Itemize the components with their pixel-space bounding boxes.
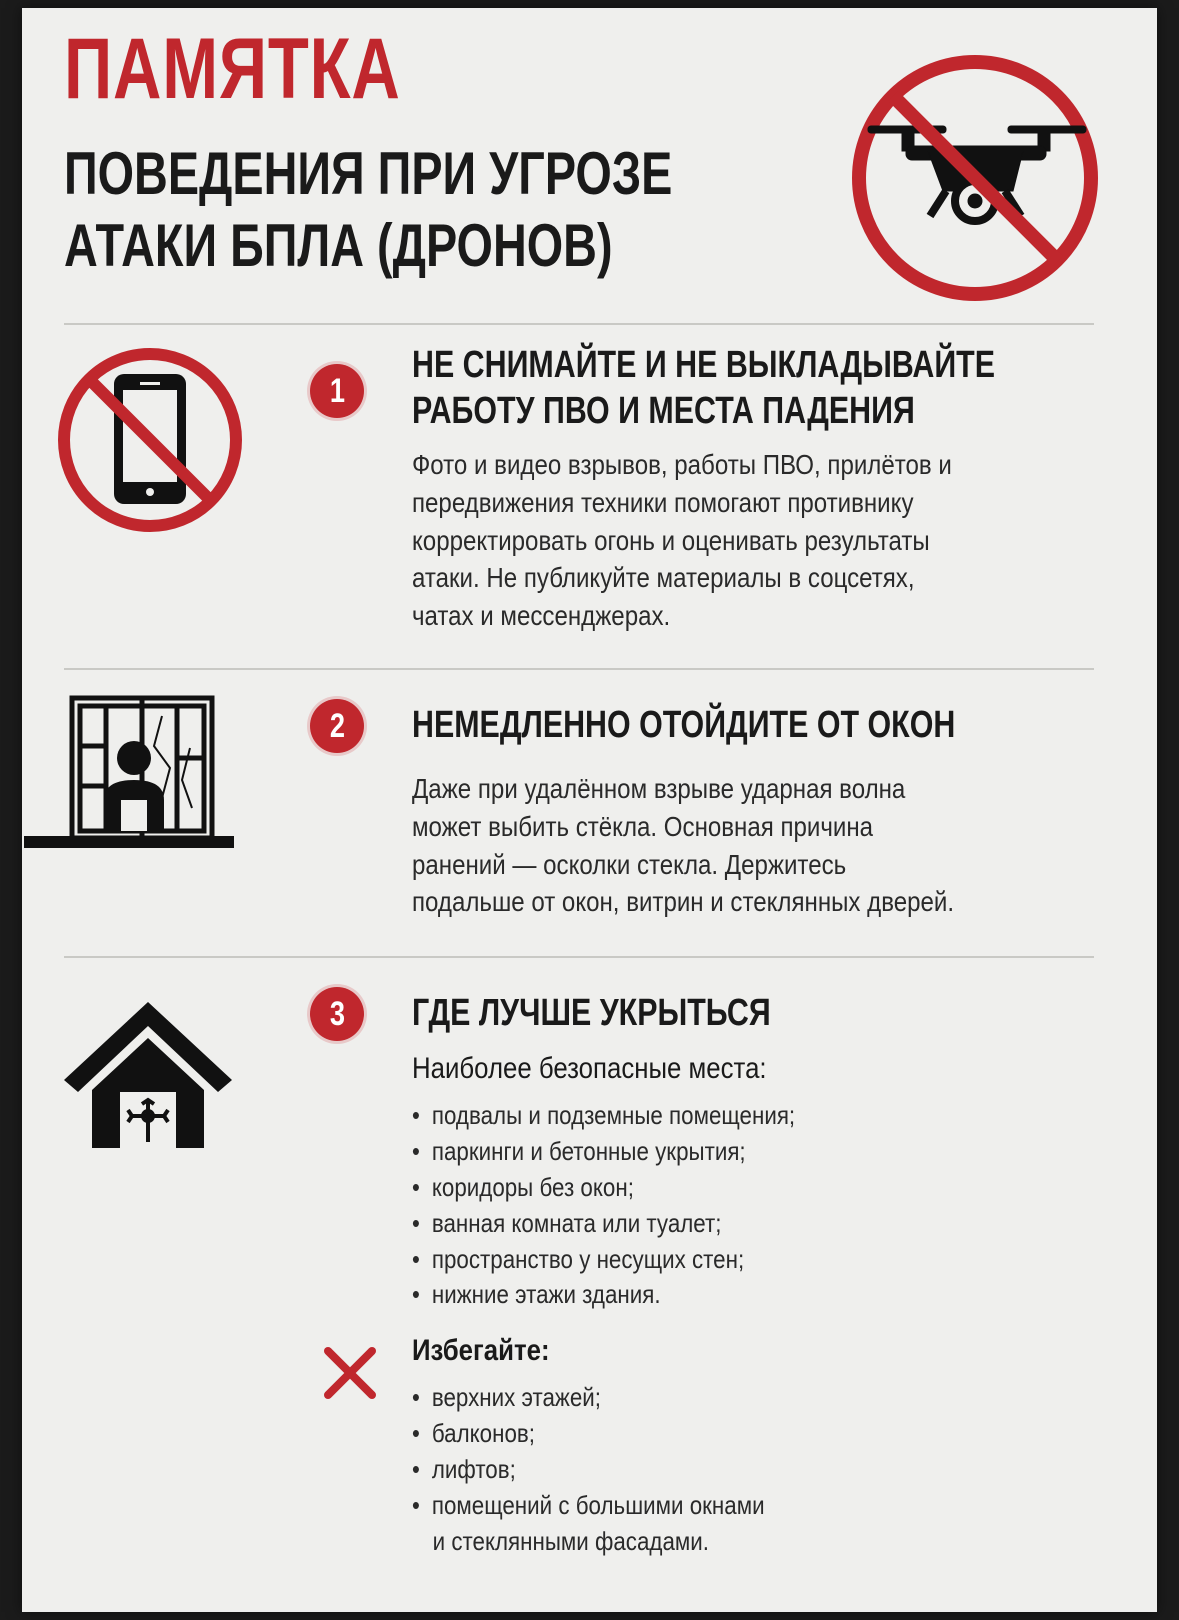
section-1-heading-line-1: НЕ СНИМАЙТЕ И НЕ ВЫКЛАДЫВАЙТЕ — [412, 344, 996, 386]
section-2-body — [412, 770, 954, 921]
avoid-title: Избегайте: — [412, 1334, 550, 1367]
body-line: Фото и видео взрывов, работы ПВО, прилётов и — [412, 449, 952, 480]
divider — [64, 956, 1094, 958]
section-number-2: 2 — [310, 699, 364, 753]
window-person-icon — [22, 688, 236, 866]
section-number-3: 3 — [310, 987, 364, 1041]
list-item: • балконов; — [412, 1416, 765, 1452]
list-item: • лифтов; — [412, 1452, 765, 1488]
avoid-places-list — [412, 1380, 765, 1559]
list-item: • коридоры без окон; — [412, 1170, 795, 1206]
list-item: • верхних этажей; — [412, 1380, 765, 1416]
body-line: может выбить стёкла. Основная причина — [412, 810, 874, 842]
body-line: передвижения техники помогают противнику — [412, 486, 914, 518]
body-line: подальше от окон, витрин и стеклянных дверей. — [412, 886, 955, 918]
list-item-continued: и стеклянными фасадами. — [432, 1525, 709, 1556]
shelter-house-icon — [58, 992, 238, 1152]
list-item: • пространство у несущих стен; — [412, 1242, 795, 1278]
section-1-heading-line-2: РАБОТУ ПВО И МЕСТА ПАДЕНИЯ — [412, 390, 915, 433]
no-drone-icon — [848, 51, 1103, 306]
page-subtitle — [64, 138, 672, 282]
list-item: • подвалы и подземные помещения; — [412, 1098, 795, 1134]
list-item: • ванная комната или туалет; — [412, 1206, 795, 1242]
memo-sheet — [22, 8, 1157, 1612]
list-item: • помещений с большими окнами — [412, 1488, 765, 1524]
body-line: ранений — осколки стекла. Держитесь — [412, 848, 847, 880]
page-title: ПАМЯТКА — [64, 21, 401, 117]
section-number-1: 1 — [310, 364, 364, 418]
body-line: корректировать огонь и оценивать результаты — [412, 524, 930, 556]
section-2-heading-line-1: НЕМЕДЛЕННО ОТОЙДИТЕ ОТ ОКОН — [412, 704, 956, 746]
subtitle-line-2: АТАКИ БПЛА (ДРОНОВ) — [64, 212, 613, 279]
divider — [64, 668, 1094, 670]
cross-icon — [320, 1343, 380, 1403]
list-item: • паркинги и бетонные укрытия; — [412, 1134, 795, 1170]
body-line: чатах и мессенджерах. — [412, 600, 671, 632]
safe-places-list — [412, 1098, 795, 1313]
section-2-heading — [412, 702, 955, 748]
subtitle-line-1: ПОВЕДЕНИЯ ПРИ УГРОЗЕ — [64, 140, 673, 207]
list-item: • нижние этажи здания. — [412, 1277, 795, 1313]
no-phone-icon — [54, 344, 246, 536]
section-3-heading — [412, 990, 771, 1036]
safe-places-intro: Наиболее безопасные места: — [412, 1052, 767, 1085]
body-line: атаки. Не публикуйте материалы в соцсетях, — [412, 562, 915, 594]
body-line: Даже при удалённом взрыве ударная волна — [412, 773, 906, 804]
divider — [64, 323, 1094, 325]
section-1-body — [412, 446, 952, 635]
section-1-heading — [412, 342, 995, 435]
section-3-heading-line-1: ГДЕ ЛУЧШЕ УКРЫТЬСЯ — [412, 992, 771, 1034]
